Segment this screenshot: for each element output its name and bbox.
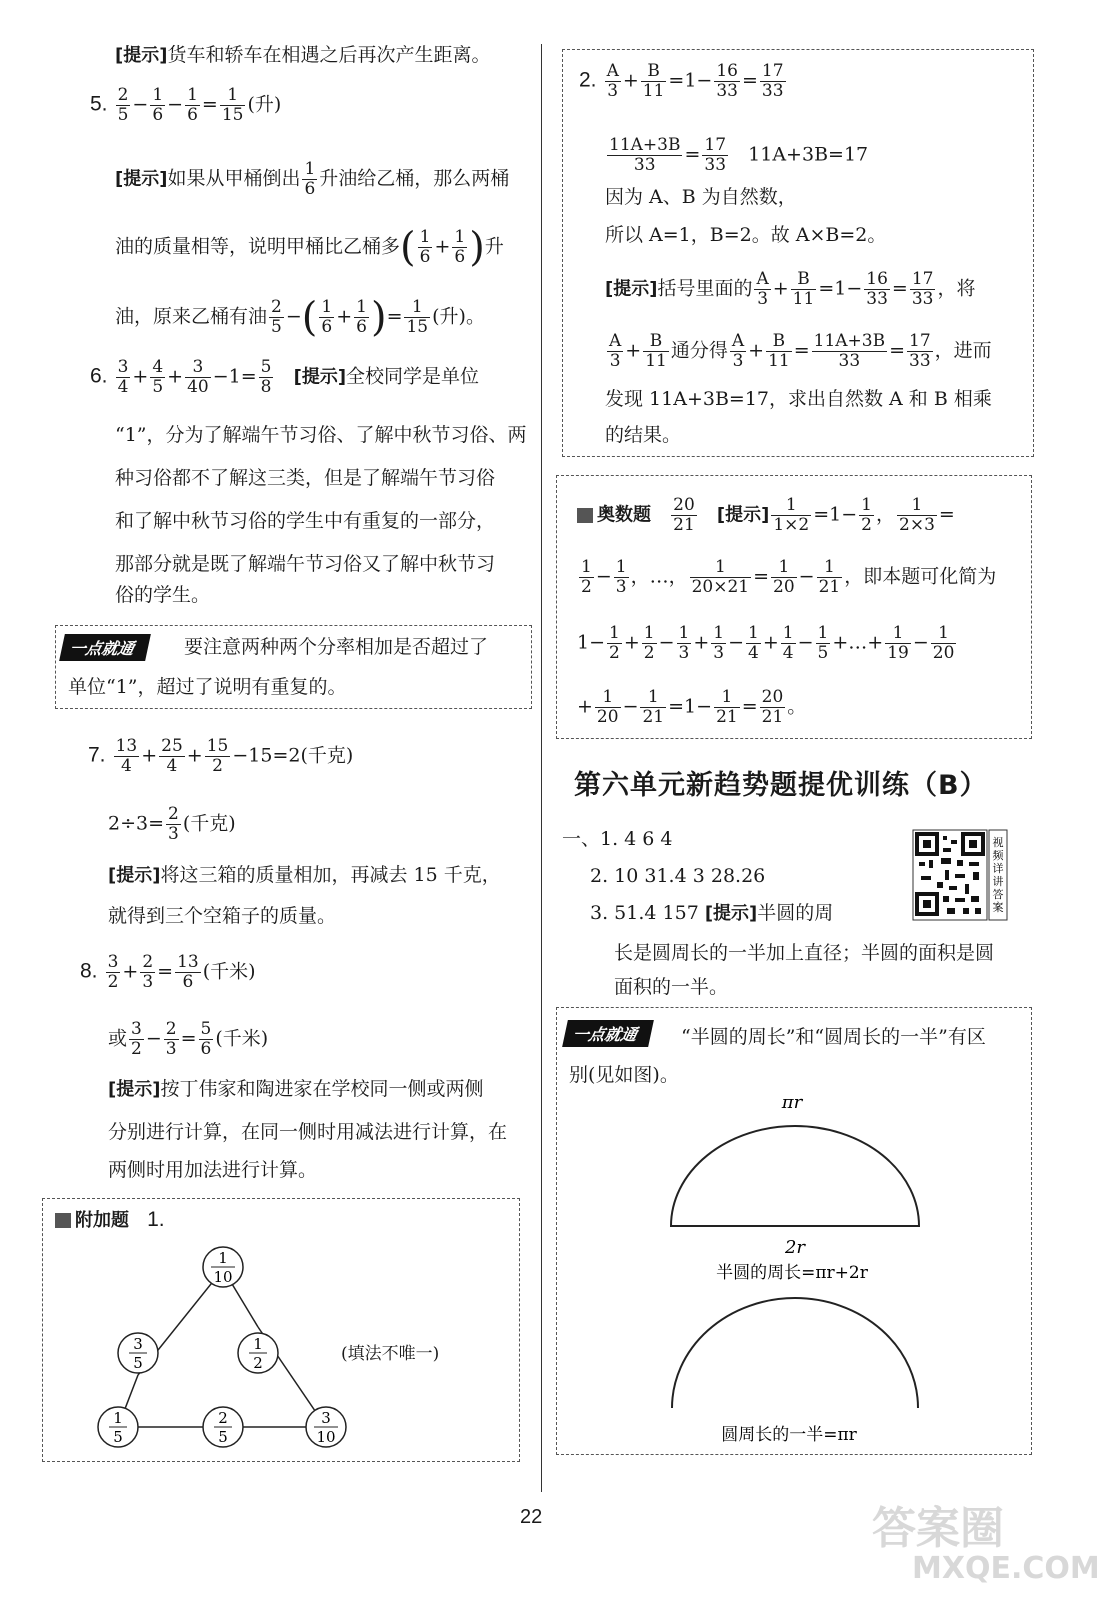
olympiad-line-3: 1− $\frac{1}{2}$ + $\frac{1}{2}$ − $\frac{1}{3}$ + $\frac{1}{3}$ − $\frac{1}{4}$ + $\frac{1}{4}$ − $\frac{1}{5}$ +…+ $\frac{1}{19}$ − $\frac{1}{20}$ <box>577 623 955 663</box>
extra-question-box <box>42 1198 520 1462</box>
svg-text:3: 3 <box>133 1335 143 1353</box>
triangle-diagram <box>98 1247 358 1457</box>
svg-text:1: 1 <box>113 1409 123 1427</box>
q2-hint-3: 发现 11A+3B=17，求出自然数 A 和 B 相乘 <box>605 388 992 410</box>
q6-line: 俗的学生。 <box>115 584 211 606</box>
q6-line: 种习俗都不了解这三类，但是了解端午节习俗 <box>115 467 496 489</box>
column-divider <box>541 44 542 1492</box>
q5-hint-3: 油，原来乙桶有油 $\frac{2}{5}$ −( $\frac{1}{6}$ + $\frac{1}{6}$ )= $\frac{1}{15}$ (升)。 <box>115 294 485 341</box>
svg-text:1: 1 <box>218 1249 228 1267</box>
square-icon <box>55 1213 71 1228</box>
two-r-label: 2r <box>784 1237 806 1258</box>
q2-hint-2: $\frac{A}{3}$ + $\frac{B}{11}$ 通分得 $\frac{A}{3}$ + $\frac{B}{11}$ = $\frac{11A+3B}{33}$ = $\frac{17}{33}$ ，进而 <box>609 331 992 371</box>
caption-1: 半圆的周长=πr+2r <box>716 1263 868 1283</box>
q8-equation: 8. $\frac{3}{2}$ + $\frac{2}{3}$ = $\frac{13}{6}$ (千米) <box>80 952 256 992</box>
svg-text:3: 3 <box>321 1409 331 1427</box>
triangle-node <box>238 1333 278 1373</box>
q2-line: 所以 A=1，B=2。故 A×B=2。 <box>605 224 887 246</box>
semicircle-figures <box>557 1008 1031 1454</box>
svg-text:5: 5 <box>113 1428 123 1446</box>
semicircle-closed <box>671 1126 919 1226</box>
tip-box-2 <box>556 1007 1032 1455</box>
q8-hint-3: 两侧时用加法进行计算。 <box>108 1159 318 1181</box>
olympiad-line-2: $\frac{1}{2}$ − $\frac{1}{3}$ ，…， $\frac{1}{20\times 21}$ = $\frac{1}{20}$ − $\frac{1}{21}$ ，即本题可化简为 <box>581 557 997 597</box>
semicircle-open <box>672 1298 918 1408</box>
extra-label: 附加题 1. <box>55 1207 165 1234</box>
q6-line: “1”，分为了解端午节习俗、了解中秋节习俗、两 <box>115 424 527 446</box>
q7-hint-2: 就得到三个空箱子的质量。 <box>108 905 337 927</box>
olympiad-line-4: + $\frac{1}{20}$ − $\frac{1}{21}$ =1− $\frac{1}{21}$ = $\frac{20}{21}$ 。 <box>577 687 807 727</box>
triangle-node <box>306 1407 346 1447</box>
q7-equation: 7. $\frac{13}{4}$ + $\frac{25}{4}$ + $\frac{15}{2}$ −15=2(千克) <box>88 736 354 776</box>
q7-hint-1: [提示]将这三箱的质量相加，再减去 15 千克， <box>108 864 501 886</box>
q5-hint-1: [提示]如果从甲桶倒出 $\frac{1}{6}$ 升油给乙桶，那么两桶 <box>115 159 510 199</box>
watermark: 答案圈 MXQE.COM <box>872 1503 1100 1586</box>
square-icon <box>577 508 593 523</box>
hint-line-1: [提示]货车和轿车在相遇之后再次产生距离。 <box>115 44 491 66</box>
tip-text: 别(见如图)。 <box>569 1064 679 1086</box>
tip-text: 单位“1”，超过了说明有重复的。 <box>68 676 347 698</box>
pi-r-label: πr <box>781 1092 803 1113</box>
q7-division: 2÷3= $\frac{2}{3}$ (千克) <box>108 804 236 844</box>
answer-line-1: 一、1. 4 6 4 <box>562 828 673 850</box>
q8-hint-1: [提示]按丁伟家和陶进家在学校同一侧或两侧 <box>108 1078 484 1100</box>
q2-box <box>562 49 1034 457</box>
q6-equation: 6. $\frac{3}{4}$ + $\frac{4}{5}$ + $\frac{3}{40}$ −1= $\frac{5}{8}$ [提示]全校同学是单位 <box>90 357 480 397</box>
q2-fraction-eq: $\frac{11A+3B}{33}$ = $\frac{17}{33}$ 11A+3B=17 <box>609 135 869 175</box>
extra-note: (填法不唯一) <box>341 1344 440 1364</box>
q2-hint-1: [提示]括号里面的 $\frac{A}{3}$ + $\frac{B}{11}$ =1− $\frac{16}{33}$ = $\frac{17}{33}$ ，将 <box>605 269 976 309</box>
q2-line: 因为 A、B 为自然数， <box>605 186 797 208</box>
tip-box <box>55 625 532 709</box>
q5-hint-2: 油的质量相等，说明甲桶比乙桶多( $\frac{1}{6}$ + $\frac{1}{6}$ )升 <box>115 224 504 271</box>
q6-line: 那部分就是既了解端午节习俗又了解中秋节习 <box>115 553 496 575</box>
tip-text: “半圆的周长”和“圆周长的一半”有区 <box>681 1026 986 1048</box>
triangle-node <box>118 1333 158 1373</box>
q2-hint-4: 的结果。 <box>605 424 682 446</box>
answer-line-4: 长是圆周长的一半加上直径；半圆的面积是圆 <box>614 942 995 964</box>
tip-badge: 一点就通 <box>562 1020 654 1047</box>
olympiad-box <box>556 475 1032 739</box>
qr-code-icon[interactable] <box>913 830 1007 920</box>
tip-text: 要注意两种两个分率相加是否超过了 <box>184 636 489 658</box>
tip-badge: 一点就通 <box>59 634 151 661</box>
triangle-node <box>203 1407 243 1447</box>
svg-text:2: 2 <box>218 1409 228 1427</box>
page-number: 22 <box>520 1506 543 1528</box>
svg-text:5: 5 <box>133 1354 143 1372</box>
q8-alt-equation: 或 $\frac{3}{2}$ − $\frac{2}{3}$ = $\frac{5}{6}$ (千米) <box>108 1019 269 1059</box>
answer-line-3: 3. 51.4 157 [提示]半圆的周 <box>590 902 834 924</box>
q8-hint-2: 分别进行计算，在同一侧时用减法进行计算，在 <box>108 1121 508 1143</box>
caption-2: 圆周长的一半=πr <box>721 1425 857 1445</box>
triangle-node <box>203 1247 243 1287</box>
qr-caption: 视频详讲答案 <box>992 836 1004 914</box>
svg-text:1: 1 <box>253 1335 263 1353</box>
svg-text:10: 10 <box>213 1268 233 1286</box>
answer-line-5: 面积的一半。 <box>614 976 729 998</box>
svg-text:2: 2 <box>253 1354 263 1372</box>
olympiad-line-1: 奥数题 $\frac{20}{21}$ [提示] $\frac{1}{1\times 2}$ =1− $\frac{1}{2}$ ， $\frac{1}{2\times 3}$ = <box>577 496 955 535</box>
q5-equation: 5. $\frac{2}{5}$ − $\frac{1}{6}$ − $\frac{1}{6}$ = $\frac{1}{15}$ (升) <box>90 85 282 125</box>
section-title: 第六单元新趋势题提优训练（B） <box>574 770 988 801</box>
q6-line: 和了解中秋节习俗的学生中有重复的一部分， <box>115 510 496 532</box>
q2-equation: 2. $\frac{A}{3}$ + $\frac{B}{11}$ =1− $\frac{16}{33}$ = $\frac{17}{33}$ <box>579 61 784 101</box>
answer-line-2: 2. 10 31.4 3 28.26 <box>590 865 766 887</box>
svg-text:5: 5 <box>218 1428 228 1446</box>
triangle-node <box>98 1407 138 1447</box>
svg-text:10: 10 <box>316 1428 336 1446</box>
